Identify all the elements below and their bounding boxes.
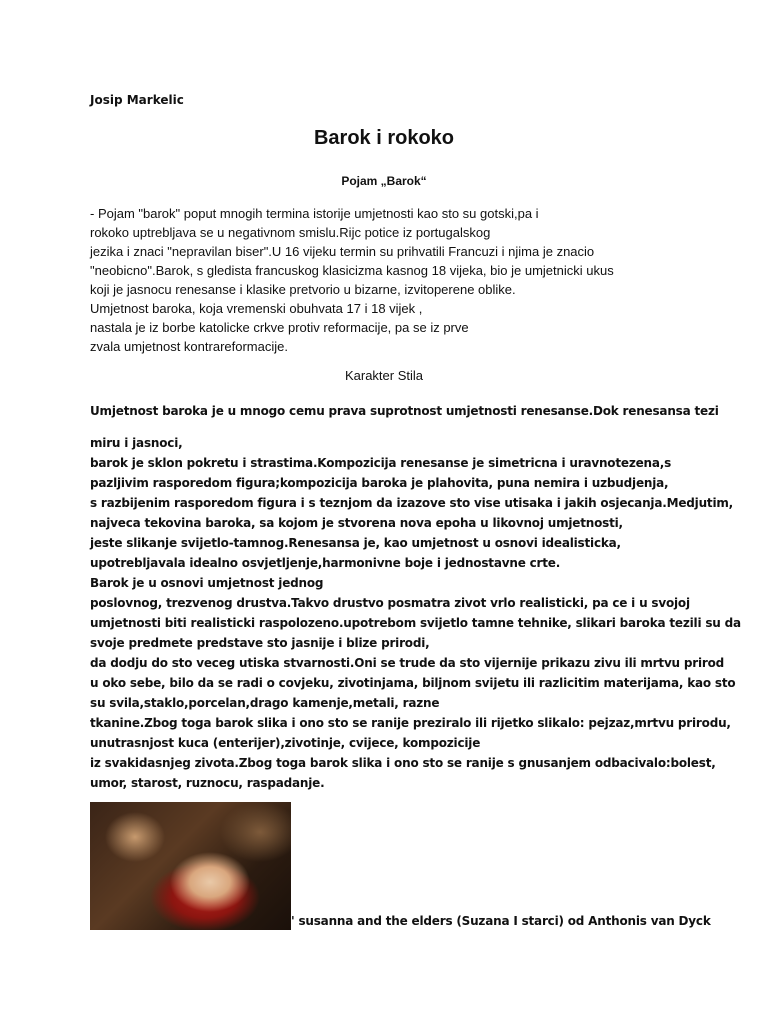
style-line: s razbijenim rasporedom figura i s teznjom da izazove sto vise utisaka i jakih osjecanja.Medjutim, (90, 496, 734, 510)
intro-line: koji je jasnocu renesanse i klasike pretvorio u bizarne, izvitoperene oblike. (90, 282, 516, 297)
image-caption: ' susanna and the elders (Suzana I starci) od Anthonis van Dyck (291, 914, 711, 928)
style-line: svoje predmete predstave sto jasnije i blize prirodi, (90, 636, 430, 650)
style-line: umjetnosti biti realisticki raspolozeno.upotrebom svijetlo tamne tehnike, slikari baroka tezili su da (90, 616, 741, 630)
style-line: barok je sklon pokretu i strastima.Kompozicija renesanse je simetricna i uravnotezena,s (90, 456, 672, 470)
style-line: tkanine.Zbog toga barok slika i ono sto se ranije preziralo ili rijetko slikalo: pejzaz,mrtvu prirodu, (90, 716, 731, 730)
style-line: Barok je u osnovi umjetnost jednog (90, 576, 324, 590)
intro-line: jezika i znaci "nepravilan biser".U 16 vijeku termin su prihvatili Francuzi i njima je znacio (90, 244, 595, 259)
style-line: iz svakidasnjeg zivota.Zbog toga barok slika i ono sto se ranije s gnusanjem odbacivalo:bolest, (90, 756, 716, 770)
style-line: su svila,staklo,porcelan,drago kamenje,metali, razne (90, 696, 440, 710)
style-line: da dodju do sto veceg utiska stvarnosti.Oni se trude da sto vijernije prikazu zivu ili mrtvu prirod (90, 656, 725, 670)
intro-line: Umjetnost baroka, koja vremenski obuhvata 17 i 18 vijek , (90, 301, 423, 316)
intro-paragraph (90, 204, 690, 356)
style-line: miru i jasnoci, (90, 436, 183, 450)
style-line: Umjetnost baroka je u mnogo cemu prava suprotnost umjetnosti renesanse.Dok renesansa tezi (90, 404, 719, 418)
style-line: najveca tekovina baroka, sa kojom je stvorena nova epoha u likovnoj umjetnosti, (90, 516, 623, 530)
paragraph-gap (90, 421, 680, 433)
painting-image (90, 802, 291, 930)
style-line: unutrasnjost kuca (enterijer),zivotinje, cvijece, kompozicije (90, 736, 481, 750)
style-line: jeste slikanje svijetlo-tamnog.Renesansa je, kao umjetnost u osnovi idealisticka, (90, 536, 621, 550)
intro-line: rokoko uptrebljava se u negativnom smislu.Rijc potice iz portugalskog (90, 225, 491, 240)
style-paragraph (90, 401, 741, 793)
style-line: poslovnog, trezvenog drustva.Takvo drustvo posmatra zivot vrlo realisticki, pa ce i u svojoj (90, 596, 690, 610)
style-line: u oko sebe, bilo da se radi o covjeku, zivotinjama, biljnom svijetu ili razlicitim materijama, kao sto (90, 676, 736, 690)
style-line: umor, starost, ruznocu, raspadanje. (90, 776, 325, 790)
intro-line: nastala je iz borbe katolicke crkve protiv reformacije, pa se iz prve (90, 320, 469, 335)
section-heading: Karakter Stila (344, 368, 424, 383)
author-name: Josip Markelic (90, 93, 184, 107)
document-title: Barok i rokoko (313, 127, 455, 149)
document-subtitle: Pojam „Barok“ (341, 174, 427, 188)
intro-line: zvala umjetnost kontrareformacije. (90, 339, 288, 354)
style-line: pazljivim rasporedom figura;kompozicija baroka je plahovita, puna nemira i uzbudjenja, (90, 476, 669, 490)
intro-line: "neobicno".Barok, s gledista francuskog klasicizma kasnog 18 vijeka, bio je umjetnicki ukus (90, 263, 614, 278)
style-line: upotrebljavala idealno osvjetljenje,harmonivne boje i jednostavne crte. (90, 556, 561, 570)
intro-line: - Pojam "barok" poput mnogih termina istorije umjetnosti kao sto su gotski,pa i (90, 206, 539, 221)
